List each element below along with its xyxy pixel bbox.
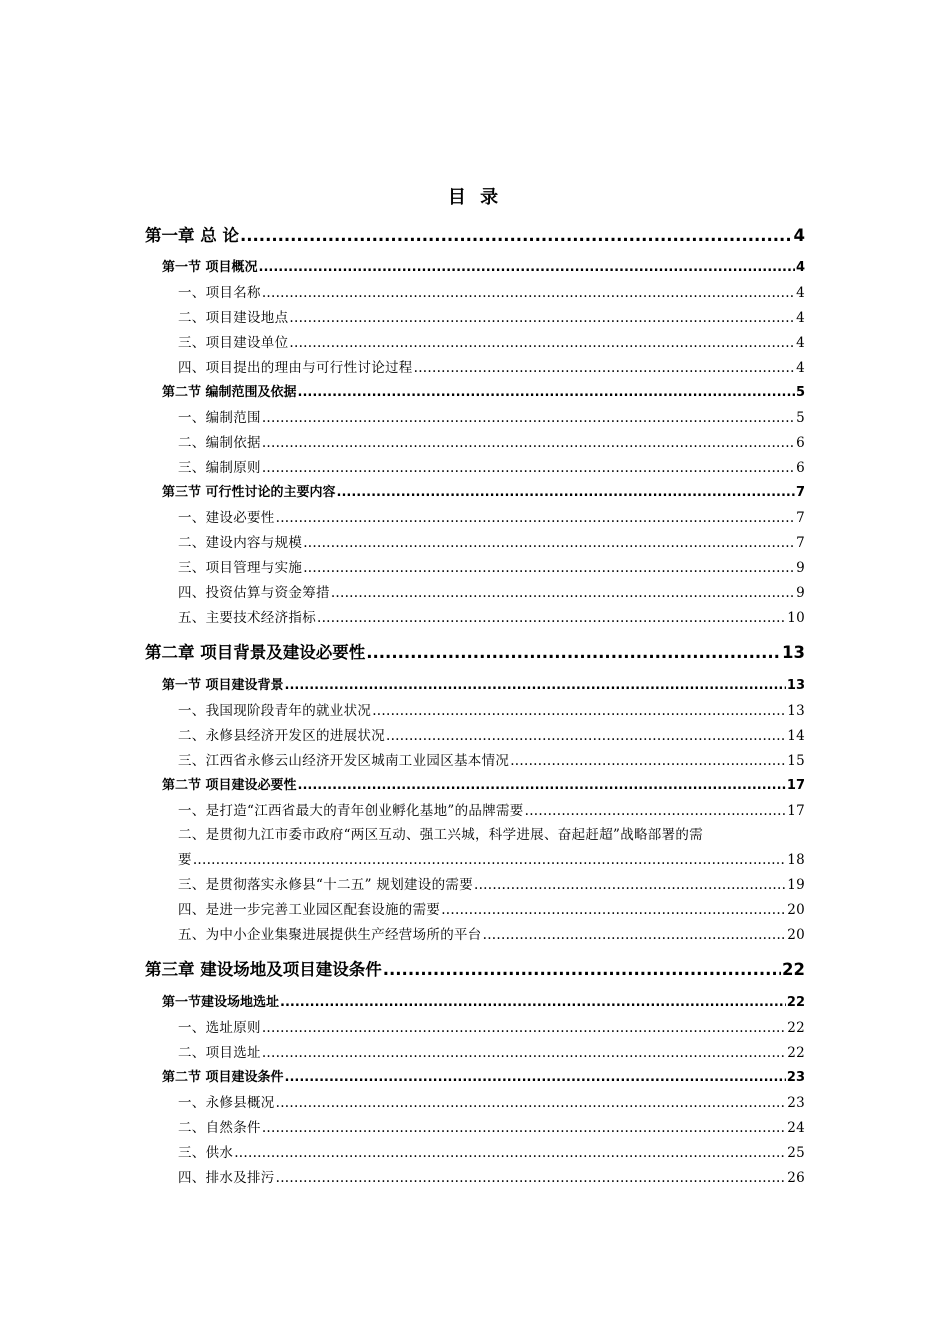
dot-leader bbox=[474, 877, 786, 893]
toc-entry[interactable] bbox=[178, 406, 805, 426]
toc-page-number: 9 bbox=[796, 585, 805, 601]
toc-entry-label: 五、主要技术经济指标 bbox=[178, 610, 316, 626]
toc-entry[interactable] bbox=[178, 556, 805, 576]
toc-entry[interactable] bbox=[178, 1116, 805, 1136]
dot-leader bbox=[366, 643, 781, 662]
toc-entry[interactable] bbox=[178, 531, 805, 551]
toc-page-number: 22 bbox=[787, 1020, 805, 1036]
toc-entry-label: 二、自然条件 bbox=[178, 1120, 261, 1136]
toc-page-number: 6 bbox=[796, 435, 805, 451]
toc-entry[interactable] bbox=[178, 724, 805, 744]
toc-entry-label: 第一节 项目概况 bbox=[162, 260, 258, 275]
toc-entry-label: 一、编制范围 bbox=[178, 410, 261, 426]
dot-leader bbox=[510, 753, 786, 769]
toc-entry[interactable] bbox=[178, 749, 805, 769]
toc-entry[interactable] bbox=[178, 1041, 805, 1061]
toc-entry-label: 二、是贯彻九江市委市政府“两区互动、强工兴城，科学进展、奋起赶超”战略部署的需 bbox=[178, 827, 704, 843]
toc-entry-label: 三、是贯彻落实永修县“十二五” 规划建设的需要 bbox=[178, 877, 473, 893]
toc-page-number: 25 bbox=[787, 1145, 805, 1161]
toc-chapter-entry[interactable] bbox=[145, 639, 805, 663]
dot-leader bbox=[298, 385, 795, 400]
toc-entry-label: 第三节 可行性讨论的主要内容 bbox=[162, 485, 336, 500]
toc-page-number: 4 bbox=[796, 335, 805, 351]
dot-leader bbox=[193, 852, 786, 868]
toc-page-number: 20 bbox=[787, 927, 805, 943]
dot-leader bbox=[262, 1020, 786, 1036]
toc-entry[interactable] bbox=[178, 331, 805, 351]
toc-page-number: 5 bbox=[796, 410, 805, 426]
toc-entry[interactable] bbox=[178, 306, 805, 326]
dot-leader bbox=[317, 610, 786, 626]
dot-leader bbox=[262, 410, 795, 426]
toc-entry[interactable] bbox=[178, 799, 805, 819]
dot-leader bbox=[276, 1170, 787, 1186]
toc-page-number: 13 bbox=[782, 643, 805, 662]
toc-page-number: 4 bbox=[796, 285, 805, 301]
toc-entry-label: 三、供水 bbox=[178, 1145, 234, 1161]
toc-entry-label: 二、项目选址 bbox=[178, 1045, 261, 1061]
toc-entry-label: 二、永修县经济开发区的进展状况 bbox=[178, 728, 385, 744]
toc-page-number: 22 bbox=[787, 1045, 805, 1061]
dot-leader bbox=[386, 728, 786, 744]
toc-entry-label: 二、编制依据 bbox=[178, 435, 261, 451]
dot-leader bbox=[383, 960, 781, 979]
toc-page-number: 13 bbox=[787, 703, 805, 719]
toc-entry-label: 三、江西省永修云山经济开发区城南工业园区基本情况 bbox=[178, 753, 510, 769]
toc-chapter-entry[interactable] bbox=[145, 222, 805, 246]
toc-chapter-entry[interactable] bbox=[145, 956, 805, 980]
toc-entry[interactable] bbox=[178, 898, 805, 918]
toc-entry[interactable] bbox=[178, 506, 805, 526]
toc-entry-label: 第二节 编制范围及依据 bbox=[162, 385, 297, 400]
toc-page-number: 18 bbox=[787, 852, 805, 868]
toc-page-number: 4 bbox=[793, 226, 805, 245]
toc-entry-label: 四、排水及排污 bbox=[178, 1170, 275, 1186]
toc-entry-label: 一、永修县概况 bbox=[178, 1095, 275, 1111]
toc-entry-label: 第一章 总 论 bbox=[145, 226, 239, 245]
toc-entry-label: 四、投资估算与资金筹措 bbox=[178, 585, 330, 601]
toc-entry-label: 第一节 项目建设背景 bbox=[162, 678, 284, 693]
toc-section-entry[interactable] bbox=[162, 381, 805, 400]
dot-leader bbox=[441, 902, 786, 918]
toc-entry[interactable] bbox=[178, 1166, 805, 1186]
toc-entry[interactable] bbox=[178, 1091, 805, 1111]
toc-entry-label: 第二节 项目建设条件 bbox=[162, 1070, 284, 1085]
dot-leader bbox=[303, 535, 795, 551]
toc-page-number: 17 bbox=[786, 778, 805, 793]
toc-page-number: 13 bbox=[786, 678, 805, 693]
dot-leader bbox=[303, 560, 795, 576]
dot-leader bbox=[525, 803, 787, 819]
toc-page-number: 24 bbox=[787, 1120, 805, 1136]
dot-leader bbox=[280, 995, 786, 1010]
toc-page-number: 14 bbox=[787, 728, 805, 744]
toc-entry-label: 一、建设必要性 bbox=[178, 510, 275, 526]
dot-leader bbox=[262, 460, 795, 476]
toc-entry-label: 一、我国现阶段青年的就业状况 bbox=[178, 703, 372, 719]
toc-entry[interactable] bbox=[178, 581, 805, 601]
dot-leader bbox=[337, 485, 795, 500]
toc-entry-label: 一、项目名称 bbox=[178, 285, 261, 301]
toc-page-number: 7 bbox=[796, 510, 805, 526]
toc-page-number: 22 bbox=[786, 995, 805, 1010]
toc-entry-label: 五、为中小企业集聚进展提供生产经营场所的平台 bbox=[178, 927, 482, 943]
toc-page-number: 5 bbox=[795, 385, 805, 400]
dot-leader bbox=[414, 360, 796, 376]
toc-entry-label: 二、项目建设地点 bbox=[178, 310, 289, 326]
toc-page-number: 22 bbox=[782, 960, 805, 979]
toc-page-number: 19 bbox=[787, 877, 805, 893]
toc-section-entry[interactable] bbox=[162, 774, 805, 793]
dot-leader bbox=[285, 678, 786, 693]
toc-entry[interactable] bbox=[178, 1016, 805, 1036]
dot-leader bbox=[372, 703, 786, 719]
toc-title: 目 录 bbox=[447, 187, 503, 208]
dot-leader bbox=[240, 226, 793, 245]
toc-entry[interactable] bbox=[178, 873, 805, 893]
toc-entry[interactable] bbox=[178, 606, 805, 626]
dot-leader bbox=[262, 285, 795, 301]
toc-page-number: 20 bbox=[787, 902, 805, 918]
toc-page-number: 4 bbox=[796, 360, 805, 376]
toc-section-entry[interactable] bbox=[162, 991, 805, 1010]
dot-leader bbox=[276, 1095, 787, 1111]
toc-section-entry[interactable] bbox=[162, 481, 805, 500]
toc-page-number: 15 bbox=[787, 753, 805, 769]
toc-entry[interactable] bbox=[178, 848, 805, 868]
toc-entry-label: 四、项目提出的理由与可行性讨论过程 bbox=[178, 360, 413, 376]
toc-entry-label: 第二节 项目建设必要性 bbox=[162, 778, 297, 793]
toc-entry[interactable] bbox=[178, 1141, 805, 1161]
toc-section-entry[interactable] bbox=[162, 256, 805, 275]
dot-leader bbox=[259, 260, 795, 275]
dot-leader bbox=[285, 1070, 786, 1085]
toc-section-entry[interactable] bbox=[162, 674, 805, 693]
toc-entry[interactable] bbox=[178, 431, 805, 451]
toc-entry[interactable] bbox=[178, 699, 805, 719]
toc-entry[interactable] bbox=[178, 356, 805, 376]
dot-leader bbox=[262, 1120, 786, 1136]
toc-entry-label: 四、是进一步完善工业园区配套设施的需要 bbox=[178, 902, 441, 918]
toc-page-number: 23 bbox=[786, 1070, 805, 1085]
toc-page-number: 4 bbox=[796, 310, 805, 326]
toc-entry-label: 第三章 建设场地及项目建设条件 bbox=[145, 960, 382, 979]
toc-entry-label: 第一节建设场地选址 bbox=[162, 995, 280, 1010]
dot-leader bbox=[289, 335, 795, 351]
dot-leader bbox=[331, 585, 795, 601]
toc-entry-label: 一、是打造“江西省最大的青年创业孵化基地”的品牌需要 bbox=[178, 803, 524, 819]
toc-page-number: 6 bbox=[796, 460, 805, 476]
dot-leader bbox=[289, 310, 795, 326]
toc-section-entry[interactable] bbox=[162, 1066, 805, 1085]
dot-leader bbox=[483, 927, 787, 943]
toc-page-number: 4 bbox=[795, 260, 805, 275]
toc-entry[interactable] bbox=[178, 281, 805, 301]
toc-entry-label: 三、项目建设单位 bbox=[178, 335, 289, 351]
toc-entry-label: 第二章 项目背景及建设必要性 bbox=[145, 643, 366, 662]
toc-entry-label: 三、项目管理与实施 bbox=[178, 560, 303, 576]
dot-leader bbox=[276, 510, 796, 526]
toc-entry[interactable] bbox=[178, 456, 805, 476]
toc-page-number: 17 bbox=[787, 803, 805, 819]
dot-leader bbox=[262, 1045, 786, 1061]
toc-page-number: 26 bbox=[787, 1170, 805, 1186]
dot-leader bbox=[298, 778, 786, 793]
toc-entry-continuation: 要 bbox=[178, 852, 192, 868]
toc-entry[interactable] bbox=[178, 923, 805, 943]
toc-page-number: 7 bbox=[796, 535, 805, 551]
toc-page-number: 10 bbox=[787, 610, 805, 626]
toc-page-number: 7 bbox=[795, 485, 805, 500]
dot-leader bbox=[234, 1145, 786, 1161]
toc-entry-label: 三、编制原则 bbox=[178, 460, 261, 476]
toc-page-number: 23 bbox=[787, 1095, 805, 1111]
toc-entry-label: 一、选址原则 bbox=[178, 1020, 261, 1036]
dot-leader bbox=[262, 435, 795, 451]
toc-page-number: 9 bbox=[796, 560, 805, 576]
toc-entry-label: 二、建设内容与规模 bbox=[178, 535, 303, 551]
